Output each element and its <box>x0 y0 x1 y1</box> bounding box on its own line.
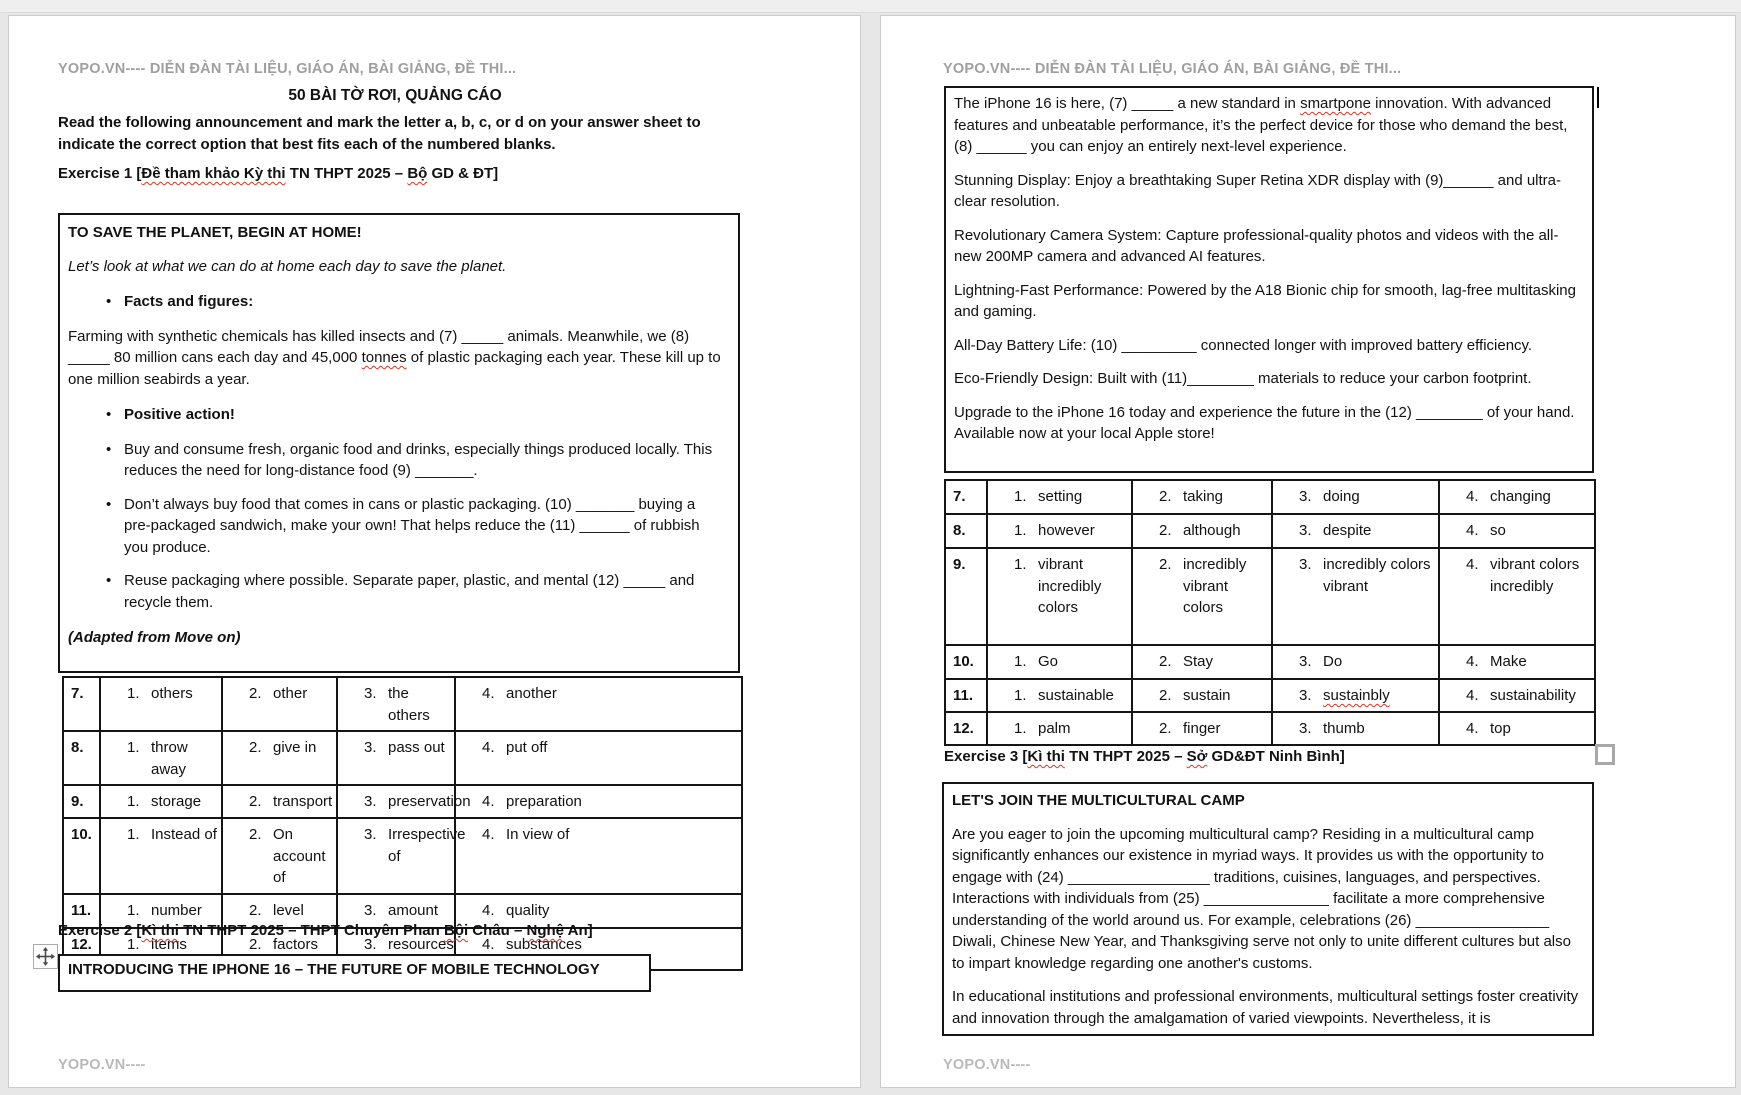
exercise3-heading <box>944 748 1345 765</box>
passage-paragraph: Upgrade to the iPhone 16 today and experience the future in the (12) ________ of your hand. Available now at your local Apple store! <box>954 403 1575 442</box>
table-row <box>63 785 742 818</box>
spellcheck-word: Bộ <box>407 165 428 182</box>
option-number: 4. <box>482 901 495 919</box>
option-cell <box>987 679 1132 712</box>
exercise2-mid: Châu – <box>468 922 527 939</box>
spellcheck-word: Kì thi <box>1027 748 1065 765</box>
exercise1-prefix: Exercise 1 [ <box>58 165 142 182</box>
option-text: give in <box>273 739 317 756</box>
passage-paragraph <box>68 326 728 391</box>
option-text: other <box>273 685 308 702</box>
table-row <box>945 548 1595 645</box>
option-number: 2. <box>1159 488 1172 505</box>
option-cell <box>1272 480 1439 514</box>
option-cell <box>1439 480 1595 514</box>
option-text: however <box>1038 522 1095 539</box>
option-text: Make <box>1490 653 1527 670</box>
misspelled-word: tonnes <box>361 349 407 366</box>
misspelled-option-text: sustainbly <box>1323 687 1390 704</box>
passage-paragraph: All-Day Battery Life: (10) _________ connected longer with improved battery efficiency. <box>954 336 1533 354</box>
question-number: 10. <box>63 818 100 894</box>
question-number: 7. <box>63 677 100 731</box>
spellcheck-word: Nghệ <box>526 922 564 939</box>
option-text: finger <box>1183 720 1221 737</box>
passage-intro: Let’s look at what we can do at home each day to save the planet. <box>68 257 507 275</box>
option-cell <box>987 645 1132 679</box>
option-number: 4. <box>1466 522 1479 539</box>
option-number: 2. <box>249 685 262 702</box>
option-number: 3. <box>364 826 377 843</box>
option-text: sustainable <box>1038 687 1114 704</box>
option-text: amount <box>388 901 439 919</box>
option-cell <box>1132 645 1272 679</box>
option-cell <box>222 818 337 894</box>
option-number: 3. <box>364 685 377 702</box>
passage-title: LET'S JOIN THE MULTICULTURAL CAMP <box>952 792 1245 809</box>
option-text: quality <box>506 901 550 919</box>
passage-paragraph <box>954 93 1582 158</box>
option-text: substances <box>506 935 582 953</box>
answer-options-table-ex2 <box>944 479 1596 746</box>
option-text: put off <box>506 739 548 756</box>
option-text: Do <box>1323 653 1343 670</box>
option-number: 3. <box>364 739 377 756</box>
paragraph-text: innovation. With advanced features and unbeatable performance, it’s the perfect device for those who demand the best, (8) ______ you can enjoy an entirely next-level experience. <box>954 95 1568 155</box>
table-row <box>945 679 1595 712</box>
table-row <box>945 645 1595 679</box>
option-number: 1. <box>1014 556 1027 573</box>
exercise3-suffix: GD&ĐT Ninh Bình] <box>1207 748 1345 765</box>
option-cell <box>222 731 337 785</box>
question-number: 10. <box>945 645 987 679</box>
option-cell <box>455 677 742 731</box>
option-number: 2. <box>1159 687 1172 704</box>
bullet-icon: • <box>106 440 112 458</box>
table-row <box>63 731 742 785</box>
option-cell <box>1132 679 1272 712</box>
option-cell <box>1439 548 1595 645</box>
option-text: Stay <box>1183 653 1214 670</box>
table-row <box>63 818 742 894</box>
option-text: number <box>151 901 202 919</box>
option-number: 4. <box>1466 687 1479 704</box>
option-text: sustain <box>1183 687 1231 704</box>
option-text: storage <box>151 793 202 810</box>
option-number: 4. <box>482 685 495 702</box>
option-cell <box>1132 548 1272 645</box>
question-number: 9. <box>945 548 987 645</box>
option-number: 3. <box>364 901 377 919</box>
bullet-heading: Facts and figures: <box>124 293 254 310</box>
question-number: 12. <box>63 928 100 970</box>
option-number: 2. <box>249 793 262 810</box>
option-number: 1. <box>1014 653 1027 670</box>
option-number: 2. <box>249 739 262 756</box>
option-cell <box>1132 514 1272 548</box>
option-cell <box>1439 679 1595 712</box>
spellcheck-word: Sở <box>1186 748 1208 765</box>
page-footer-watermark: YOPO.VN---- <box>943 1057 1031 1073</box>
option-number: 1. <box>127 901 140 919</box>
instruction-text: Read the following announcement and mark the letter a, b, c, or d on your answer sheet to indicate the correct option that best fits each of the numbered blanks. <box>58 114 701 153</box>
passage-paragraph: Are you eager to join the upcoming multicultural camp? Residing in a multicultural camp significantly enhances our existence in myriad ways. It provides us with the opportunity to engage with (24) _________________ traditions, cuisines, languages, and perspectives. Interactions with individuals from (25) _______________ facilitate a more comprehensive understanding of the world around us. For example, celebrations (26) ________________ Diwali, Chinese New Year, and Thanksgiving serve not only to unite different cultures but also to impart knowledge regarding one another's customs. <box>952 825 1571 972</box>
option-text: resources <box>388 935 454 953</box>
passage-paragraph: Stunning Display: Enjoy a breathtaking Super Retina XDR display with (9)______ and ultra-clear resolution. <box>954 171 1562 210</box>
option-number: 4. <box>1466 488 1479 505</box>
option-cell <box>987 514 1132 548</box>
option-cell <box>1132 480 1272 514</box>
option-text: the others <box>388 685 430 724</box>
option-number: 1. <box>1014 720 1027 737</box>
option-number: 3. <box>1299 653 1312 670</box>
exercise2-prefix: Exercise 2 [ <box>58 922 142 939</box>
option-number: 3. <box>1299 522 1312 539</box>
table-row <box>945 480 1595 514</box>
option-text: items <box>151 935 187 953</box>
exercise3-prefix: Exercise 3 [ <box>944 748 1028 765</box>
passage-paragraph: Lightning-Fast Performance: Powered by the A18 Bionic chip for smooth, lag-free multitasking and gaming. <box>954 281 1576 320</box>
option-text: In view of <box>506 826 570 843</box>
table-row <box>63 677 742 731</box>
option-cell <box>337 818 466 894</box>
bullet-item <box>68 439 728 482</box>
exercise3-mid: TN THPT 2025 – <box>1064 748 1187 765</box>
option-text: so <box>1490 522 1506 539</box>
exercise1-suffix: GD & ĐT] <box>427 165 499 182</box>
option-cell <box>100 731 222 785</box>
bullet-item <box>68 404 728 426</box>
option-text: vibrant incredibly colors <box>1038 556 1102 616</box>
question-number: 12. <box>945 712 987 745</box>
text-cursor <box>1597 87 1599 108</box>
bullet-text: Buy and consume fresh, organic food and drinks, especially things produced locally. This reduces the need for long-distance food (9) _______. <box>124 440 713 479</box>
exercise1-heading <box>58 165 498 182</box>
option-cell <box>455 785 742 818</box>
option-number: 1. <box>127 685 140 702</box>
option-text: top <box>1490 720 1511 737</box>
exercise2-suffix: An] <box>564 922 593 939</box>
option-number: 4. <box>1466 556 1479 573</box>
option-number: 1. <box>1014 488 1027 505</box>
option-number: 4. <box>1466 653 1479 670</box>
option-number: 2. <box>1159 720 1172 737</box>
document-page-left <box>8 15 861 1088</box>
option-cell <box>222 677 337 731</box>
exercise1-mid: TN THPT 2025 – <box>285 165 408 182</box>
option-cell <box>100 818 222 894</box>
option-text: preservation <box>388 793 471 810</box>
bullet-icon: • <box>106 293 112 310</box>
option-text: factors <box>273 935 319 953</box>
option-cell <box>1272 514 1439 548</box>
option-text: incredibly colors vibrant <box>1323 556 1431 595</box>
option-text: level <box>273 901 304 919</box>
option-number: 3. <box>364 793 377 810</box>
option-cell <box>1272 645 1439 679</box>
page-header-watermark: YOPO.VN---- DIỄN ĐÀN TÀI LIỆU, GIÁO ÁN, BÀI GIẢNG, ĐỀ THI... <box>58 61 517 77</box>
page-footer-watermark: YOPO.VN---- <box>58 1057 146 1073</box>
option-text: incredibly vibrant colors <box>1183 556 1247 616</box>
bullet-heading: Positive action! <box>124 406 235 423</box>
option-cell <box>337 785 471 818</box>
option-number: 1. <box>127 935 140 953</box>
passage-paragraph: In educational institutions and professional environments, multicultural settings foster creativity and innovation through the amalgamation of varied viewpoints. Nevertheless, it is <box>952 988 1579 1027</box>
option-number: 3. <box>1299 556 1312 573</box>
option-text: transport <box>273 793 333 810</box>
question-number: 9. <box>63 785 100 818</box>
option-text: pass out <box>388 739 445 756</box>
question-number: 7. <box>945 480 987 514</box>
option-number: 3. <box>1299 687 1312 704</box>
spellcheck-word: Bội <box>443 922 469 939</box>
option-text: palm <box>1038 720 1071 737</box>
option-text: On account of <box>273 826 326 886</box>
option-text: taking <box>1183 488 1224 505</box>
option-number: 2. <box>249 901 262 919</box>
option-number: 4. <box>482 793 495 810</box>
table-row <box>945 712 1595 745</box>
option-number: 4. <box>482 935 495 953</box>
table-row <box>945 514 1595 548</box>
option-number: 3. <box>1299 488 1312 505</box>
passage-title-text: INTRODUCING THE IPHONE 16 – THE FUTURE OF MOBILE TECHNOLOGY <box>68 961 600 978</box>
option-cell <box>1272 548 1439 645</box>
option-cell <box>987 480 1132 514</box>
bullet-text: Don’t always buy food that comes in cans or plastic packaging. (10) _______ buying a pre-packaged sandwich, make your own! That helps reduce the (11) ______ of rubbish you produce. <box>124 495 700 556</box>
option-text: Instead of <box>151 826 217 843</box>
option-number: 2. <box>249 826 262 843</box>
passage-paragraph: Eco-Friendly Design: Built with (11)________ materials to reduce your carbon footprint. <box>954 370 1532 387</box>
exercise2-mid: TN THPT 2025 – THPT Chuyên Phan <box>178 922 444 939</box>
option-number: 2. <box>1159 653 1172 670</box>
option-number: 3. <box>1299 720 1312 737</box>
passage-title-box-iphone <box>58 954 651 992</box>
option-number: 2. <box>1159 556 1172 573</box>
option-cell <box>455 818 742 894</box>
passage-box-iphone <box>944 86 1594 473</box>
passage-title: TO SAVE THE PLANET, BEGIN AT HOME! <box>68 224 362 241</box>
passage-source: (Adapted from Move on) <box>68 629 241 646</box>
option-cell <box>1439 712 1595 745</box>
option-number: 4. <box>482 826 495 843</box>
passage-paragraph: Revolutionary Camera System: Capture professional-quality photos and videos with the all-new 200MP camera and advanced AI features. <box>954 226 1559 265</box>
option-number: 1. <box>127 793 140 810</box>
option-number: 1. <box>1014 522 1027 539</box>
option-text: Irrespective of <box>388 826 466 865</box>
question-number: 11. <box>945 679 987 712</box>
bullet-item <box>68 291 728 313</box>
spellcheck-word: Kì thi <box>141 922 179 939</box>
exercise2-heading <box>58 922 593 939</box>
spellcheck-word: Đề tham khảo Kỳ thi <box>141 165 286 182</box>
option-cell <box>1132 712 1272 745</box>
option-cell <box>1272 712 1439 745</box>
bullet-icon: • <box>106 406 112 423</box>
bullet-text: Reuse packaging where possible. Separate paper, plastic, and mental (12) _____ and recycle them. <box>124 572 695 611</box>
bullet-icon: • <box>106 495 112 513</box>
option-text: changing <box>1490 488 1551 505</box>
question-number: 8. <box>945 514 987 548</box>
document-title: 50 BÀI TỜ RƠI, QUẢNG CÁO <box>288 87 502 104</box>
option-cell <box>1272 679 1439 712</box>
option-cell <box>337 677 455 731</box>
option-text: sustainability <box>1490 687 1576 704</box>
option-text: thumb <box>1323 720 1365 737</box>
option-number: 2. <box>249 935 262 953</box>
option-cell <box>987 712 1132 745</box>
paragraph-text: The iPhone 16 is here, (7) _____ a new standard in <box>954 95 1301 112</box>
option-number: 1. <box>127 826 140 843</box>
option-cell <box>100 785 222 818</box>
option-text: another <box>506 685 557 702</box>
option-number: 4. <box>1466 720 1479 737</box>
option-cell <box>337 731 455 785</box>
table-move-handle[interactable] <box>33 944 58 969</box>
passage-box-multicultural-camp <box>942 782 1594 1036</box>
option-number: 2. <box>1159 522 1172 539</box>
page-header-watermark: YOPO.VN---- DIỄN ĐÀN TÀI LIỆU, GIÁO ÁN, BÀI GIẢNG, ĐỀ THI... <box>943 61 1402 77</box>
option-text: throw away <box>151 739 188 778</box>
paragraph-text: of plastic packaging each year. These kill up to one million seabirds a year. <box>68 349 721 388</box>
option-text: preparation <box>506 793 582 810</box>
object-resize-handle[interactable] <box>1595 744 1615 765</box>
window-top-strip <box>0 0 1741 13</box>
option-cell <box>1439 514 1595 548</box>
bullet-item <box>68 494 728 559</box>
paragraph-text: Farming with synthetic chemicals has killed insects and (7) _____ animals. Meanwhile, we (8) _____ 80 million cans each day and 45,000 <box>68 327 690 366</box>
option-number: 3. <box>364 935 377 953</box>
misspelled-word: smartpone <box>1300 95 1371 112</box>
option-text: despite <box>1323 522 1372 539</box>
option-text: although <box>1183 522 1241 539</box>
option-cell <box>100 677 222 731</box>
option-text: setting <box>1038 488 1083 505</box>
bullet-icon: • <box>106 572 112 589</box>
option-text: Go <box>1038 653 1059 670</box>
option-number: 1. <box>1014 687 1027 704</box>
question-number: 8. <box>63 731 100 785</box>
option-cell <box>222 785 337 818</box>
option-cell <box>455 731 742 785</box>
bullet-item <box>68 570 728 613</box>
document-page-right <box>880 15 1736 1088</box>
option-text: vibrant colors incredibly <box>1490 556 1580 595</box>
passage-box-save-planet <box>58 213 740 673</box>
question-number: 11. <box>63 894 100 928</box>
option-cell <box>1439 645 1595 679</box>
option-text: doing <box>1323 488 1360 505</box>
option-number: 4. <box>482 739 495 756</box>
move-arrows-icon <box>36 947 55 966</box>
option-text: others <box>151 685 193 702</box>
option-number: 1. <box>127 739 140 756</box>
option-cell <box>987 548 1132 645</box>
